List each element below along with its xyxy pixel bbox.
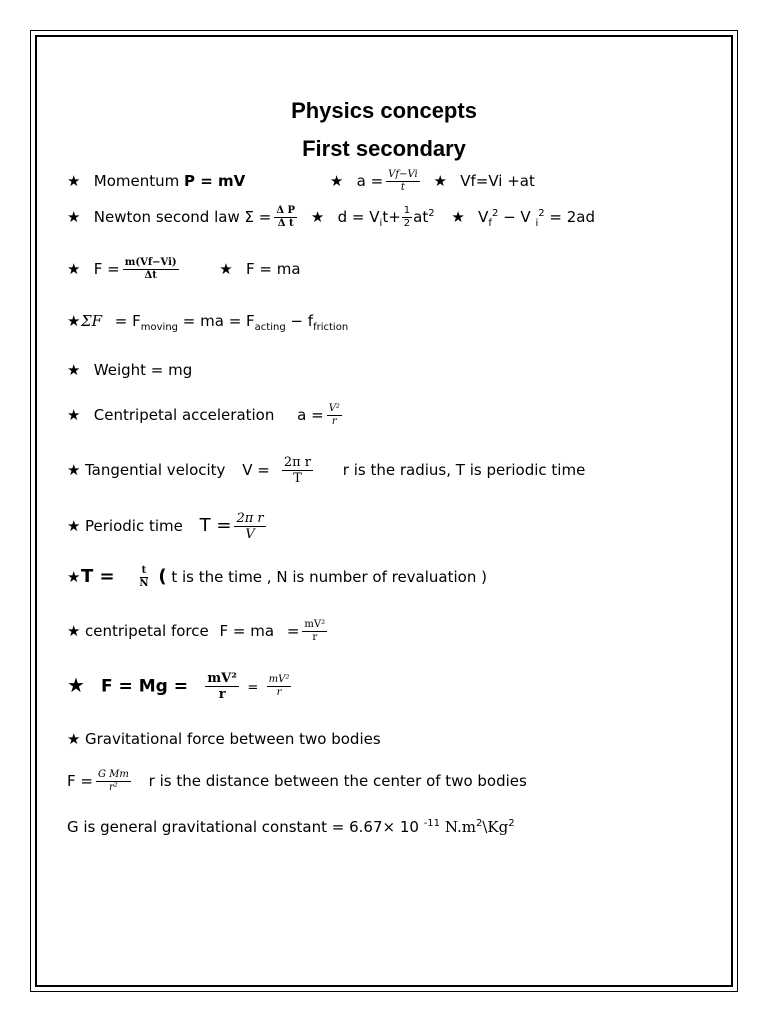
star-icon: ★ (67, 361, 81, 379)
momentum-label: Momentum (93, 172, 180, 190)
line-gravitation-formula (67, 770, 527, 793)
line-centripetal-force (67, 620, 330, 643)
newton-fraction: $\frac{\text{Δ P}}{\text{Δ t}}$ (276, 205, 296, 229)
f-mg-eq: F = Mg = (101, 676, 188, 697)
line-f-mg (67, 672, 294, 701)
star-icon: ★ (67, 672, 85, 697)
line-periodic-time (67, 512, 269, 541)
fma-formula: F = ma (245, 260, 301, 278)
equals-sign: = (247, 680, 259, 696)
star-icon: ★ (67, 622, 81, 640)
accel-fraction: $\frac{Vf-Vi}{t}$ (388, 169, 418, 193)
periodic-time-eq: T = (199, 515, 232, 536)
friction-sub: friction (313, 322, 349, 333)
tangential-velocity-label: Tangential velocity (85, 461, 226, 479)
line-net-force (67, 312, 348, 333)
accel-label: a = (356, 172, 384, 190)
acting-sub: acting (254, 322, 286, 333)
tangential-velocity-eq: V = (242, 461, 270, 479)
line-newton (67, 206, 595, 229)
acting-eq: = ma = F (182, 312, 255, 330)
star-icon: ★ (67, 461, 81, 479)
line-force (67, 258, 301, 281)
page-title: Physics concepts (291, 98, 477, 123)
net-force-eq: = F (114, 312, 141, 330)
periodic-time-fraction: $\frac{\text{2π r}}{V}$ (236, 511, 264, 542)
line-period-count (67, 566, 487, 589)
centripetal-force-fraction: $\frac{\text{mV²}}{r}$ (304, 619, 326, 643)
vf-formula: Vf=Vi +at (460, 172, 535, 190)
star-icon: ★ (67, 568, 81, 586)
unit-kg-exponent: 2 (508, 818, 515, 829)
star-icon: ★ (329, 172, 344, 190)
gravitational-force-label: Gravitational force between two bodies (85, 730, 381, 748)
unit-kg: \Kg (482, 818, 509, 836)
gravitational-constant-text: G is general gravitational constant = 6.67× 10 (67, 818, 419, 836)
star-icon: ★ (67, 260, 81, 278)
page-subtitle: First secondary (302, 136, 466, 161)
f-mg-fraction-1: $\frac{\text{mV²}}{r}$ (207, 671, 237, 702)
equals-sign: = (286, 622, 300, 640)
newton-label: Newton second law Σ = (93, 208, 272, 226)
force-fraction: $\frac{m(Vf-Vi)}{\Delta t}$ (124, 257, 177, 281)
star-icon: ★ (219, 260, 233, 278)
unit: N.m (444, 818, 476, 836)
centripetal-accel-eq: a = (297, 406, 324, 424)
star-icon: ★ (67, 730, 81, 748)
centripetal-force-eq: F = ma (219, 622, 275, 640)
star-icon: ★ (67, 312, 81, 330)
periodic-time-label: Periodic time (85, 517, 183, 535)
line-momentum (67, 170, 535, 193)
f-mg-fraction-2: $\frac{\text{mV²}}{r}$ (268, 674, 290, 698)
star-icon: ★ (67, 208, 81, 226)
tangential-velocity-fraction: $\frac{\text{2π r}}{T}$ (283, 455, 311, 486)
momentum-formula: P = mV (184, 172, 246, 190)
centripetal-force-label: centripetal force (85, 622, 209, 640)
star-icon: ★ (67, 517, 81, 535)
line-gravitational-constant (67, 818, 515, 836)
sigma-f: ΣF (81, 312, 103, 330)
period-count-eq: T = (81, 566, 115, 587)
line-tangential-velocity (67, 456, 585, 485)
velocity-squared-formula: $V_f^2 - V$ $_i^2$ = 2ad (478, 208, 595, 229)
centripetal-accel-fraction: $\frac{\text{V²}}{r}$ (328, 403, 340, 427)
gravitation-fraction: $\frac{\text{G Mm}}{\text{r²}}$ (97, 769, 129, 793)
star-icon: ★ (310, 208, 325, 226)
force-label: F = (93, 260, 120, 278)
moving-sub: moving (140, 322, 179, 333)
exponent: -11 (423, 818, 441, 829)
star-icon: ★ (433, 172, 447, 190)
line-weight (67, 361, 192, 379)
star-icon: ★ (451, 208, 465, 226)
line-gravitational-force (67, 730, 381, 748)
open-paren: ( (158, 566, 167, 587)
gravitation-note: r is the distance between the center of two bodies (148, 772, 527, 790)
star-icon: ★ (67, 172, 81, 190)
tangential-velocity-note: r is the radius, T is periodic time (342, 461, 586, 479)
period-count-note: t is the time , N is number of revaluation ) (171, 568, 487, 586)
weight-formula: Weight = mg (93, 361, 193, 379)
centripetal-accel-label: Centripetal acceleration (93, 406, 275, 424)
friction-eq: − f (290, 312, 314, 330)
gravitation-eq: F = (67, 772, 93, 790)
line-centripetal-accel (67, 404, 345, 427)
star-icon: ★ (67, 406, 81, 424)
period-count-fraction: $\frac{t}{N}$ (139, 565, 149, 589)
displacement-formula: $d = V_it+$ $\frac{1}{2}$ $at^2$ (337, 205, 435, 229)
unit-exponent: 2 (476, 818, 483, 829)
